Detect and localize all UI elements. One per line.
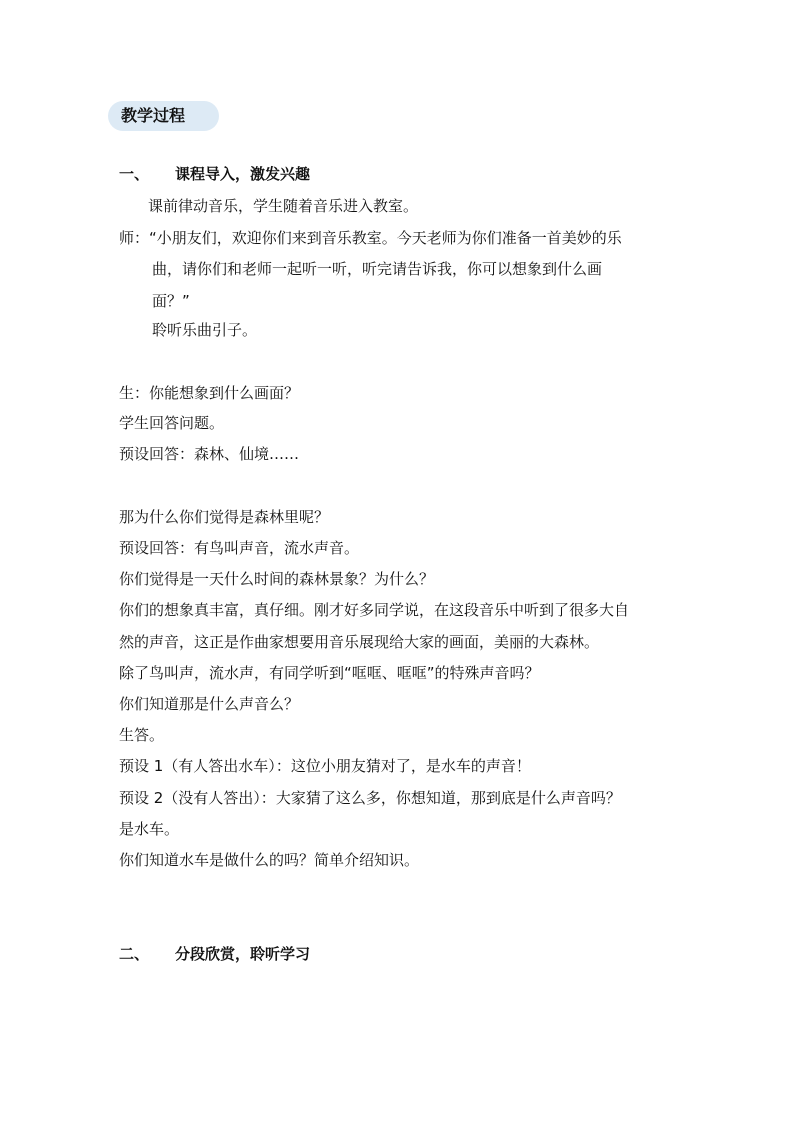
paragraph-line: 聆听乐曲引子。 (152, 321, 258, 339)
part2-title: 分段欣赏，聆听学习 (175, 945, 311, 963)
paragraph-line: 是水车。 (119, 820, 180, 838)
paragraph-line: 你们的想象真丰富，真仔细。刚才好多同学说，在这段音乐中听到了很多大自 (119, 601, 630, 619)
paragraph-line: 预设回答：有鸟叫声音，流水声音。 (119, 539, 360, 557)
paragraph-line: 除了鸟叫声，流水声，有同学听到“哐哐、哐哐”的特殊声音吗？ (119, 664, 540, 682)
paragraph-line: 你们知道水车是做什么的吗？简单介绍知识。 (119, 851, 420, 869)
paragraph-line: 师：“小朋友们，欢迎你们来到音乐教室。今天老师为你们准备一首美妙的乐 (119, 229, 622, 247)
paragraph-line: 学生回答问题。 (119, 414, 225, 432)
paragraph-line: 那为什么你们觉得是森林里呢？ (119, 508, 330, 526)
paragraph-line: 然的声音，这正是作曲家想要用音乐展现给大家的画面，美丽的大森林。 (119, 633, 600, 651)
section-title-pill: 教学过程 (108, 101, 219, 131)
paragraph-line: 课前律动音乐，学生随着音乐进入教室。 (148, 197, 419, 215)
paragraph-line: 曲，请你们和老师一起听一听，听完请告诉我，你可以想象到什么画 (152, 260, 603, 278)
paragraph-line: 预设 1（有人答出水车）：这位小朋友猜对了，是水车的声音！ (119, 757, 531, 775)
part2-heading (119, 944, 310, 964)
part2-number: 二、 (119, 945, 150, 963)
part1-number: 一、 (119, 165, 150, 183)
paragraph-line: 你们觉得是一天什么时间的森林景象？为什么？ (119, 570, 435, 588)
paragraph-line: 生：你能想象到什么画面？ (119, 384, 300, 402)
paragraph-line: 生答。 (119, 726, 165, 744)
paragraph-line: 面？” (152, 292, 190, 310)
paragraph-line: 预设 2（没有人答出）：大家猜了这么多，你想知道，那到底是什么声音吗？ (119, 789, 621, 807)
paragraph-line: 预设回答：森林、仙境…… (119, 445, 300, 463)
part1-title: 课程导入，激发兴趣 (175, 165, 311, 183)
part1-heading (119, 164, 310, 184)
paragraph-line: 你们知道那是什么声音么？ (119, 695, 300, 713)
